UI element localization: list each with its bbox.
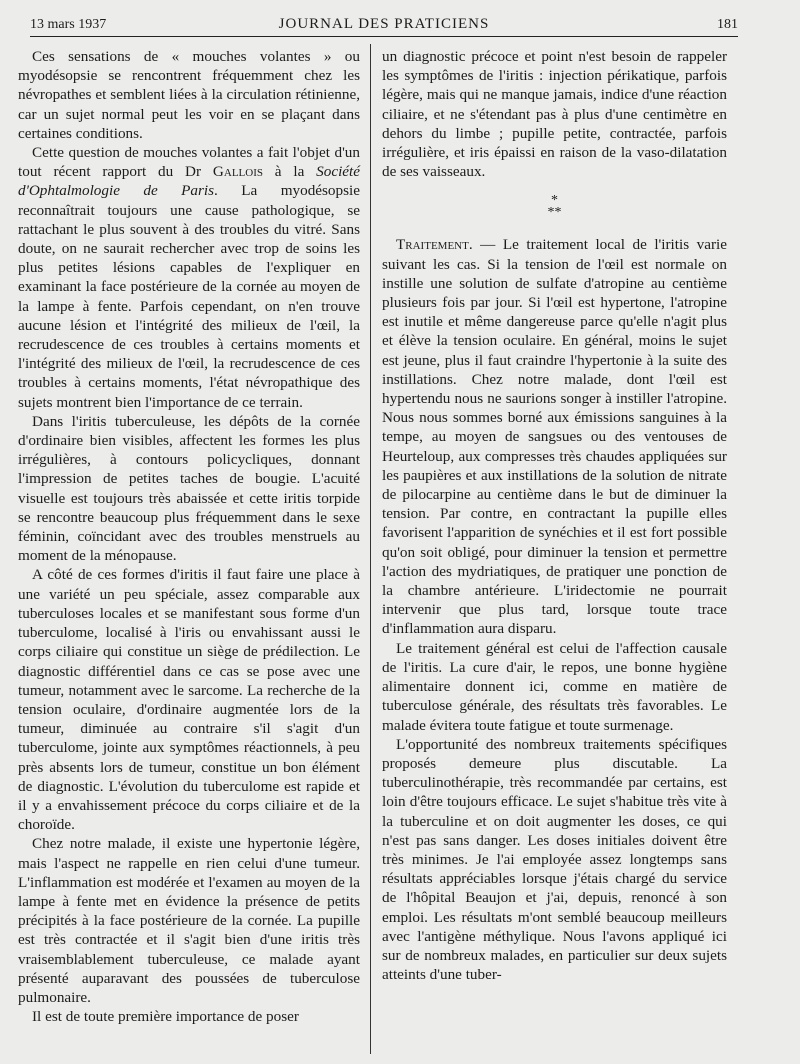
paragraph-mouches-volantes: Ces sensations de « mouches volantes » ou myodésopsie se rencontrent fréquemment chez les névropathes et semblent liées à la circulation rétinienne, car un sujet normal peut les voir en se plaçant dans certaines conditions. bbox=[18, 48, 360, 142]
section-separator bbox=[382, 195, 727, 219]
paragraph-text: . La myodésopsie reconnaîtrait toujours une cause pathologique, se rattachant le plus souvent à des troubles du vitré. Sans doute, on ne saurait rechercher avec trop de soins les plus petites lésions capables de l'expliquer en examinant la face postérieure de la cornée au moyen de la lampe à fente. Parfois cependant, on n'en trouve aucune lésion et l'intégrité des milieux de l'œil, la recrudescence de ces troubles à certains moments et l'intégrité des milieux de l'œil, la recrudescence de ces troubles à certains moments, l'état névropathique des sujets montrent bien l'importance de ce terrain. bbox=[18, 182, 360, 411]
asterism-bottom: ** bbox=[547, 205, 562, 221]
paragraph-iritis-tuberculeuse: Dans l'iritis tuberculeuse, les dépôts de la cornée d'ordinaire bien visibles, affectent les formes les plus irrégulières, à contours policycliques, donnant l'impression de petites taches de bougie. L'acuité visuelle est toujours très abaissée et cette iritis torpide se rencontre beaucoup plus fréquemment dans le sexe féminin, coïncidant avec des troubles menstruels au moment de la ménopause. bbox=[18, 412, 360, 565]
paragraph-tuberculome: A côté de ces formes d'iritis il faut faire une place à une variété un peu spéciale, assez comparable aux tuberculoses locales et se manifestant sous forme d'un tuberculome, localisé à l'iris ou envahissant aussi le corps ciliaire qui constitue un siège de prédilection. Le diagnostic différentiel dans ce cas se pose avec une tumeur, notamment avec le sarcome. La recherche de la tension oculaire, d'ordinaire augmentée lors de la tumeur, diminuée au contraire s'il s'agit d'un tuberculome, jointe aux symptômes réactionnels, à peu près absents lors de tumeur, constitue un bon élément de diagnostic. L'évolution du tuberculome est rapide et il y a envahissement précoce du corps ciliaire et de la choroïde. bbox=[18, 566, 360, 834]
paragraph-text: à la bbox=[262, 163, 317, 181]
paragraph-gallois-report bbox=[18, 143, 360, 412]
issue-date: 13 mars 1937 bbox=[30, 17, 107, 32]
page-header bbox=[30, 14, 738, 37]
paragraph-continuation: Il est de toute première importance de poser bbox=[32, 1008, 299, 1026]
page-number: 181 bbox=[717, 17, 738, 32]
society-name: Société d'Ophtalmologie de Paris bbox=[18, 163, 361, 200]
section-label: Traitement. bbox=[396, 236, 473, 254]
paragraph-traitements-specifiques: L'opportunité des nombreux traitements spécifiques proposés demeure plus discutable. La tuberculinothérapie, très recommandée par certains, est loin d'être toujours efficace. Le sujet s'habitue très vite à la tuberculine et on doit augmenter les doses, ce qui n'est pas sans danger. Les doses initiales doivent être très minimes. Je l'ai employée assez longtemps sans résultats appréciables lorsque j'étais chargé du service de l'hôpital Beaujon et j'ai, depuis, renoncé à son emploi. Les résultats m'ont semblé beaucoup meilleurs avec l'antigène méthylique. Nous l'avons appliqué ici sur de nombreux malades, en particulier sur deux sujets atteints d'une tuber- bbox=[382, 735, 727, 984]
paragraph-text: — Le traitement local de l'iritis varie suivant les cas. Si la tension de l'œil est normale on instille une solution de sulfate d'atropine au centième plusieurs fois par jour. Si l'œil est hypertone, l'atropine est inutile et même dangereuse parce qu'elle n'agit plus et élève la tension oculaire. En général, moins le sujet est jeune, plus il faut craindre l'hypertonie à la suite des instillations. Chez notre malade, dont l'œil est hypertendu nous ne saurions songer à instiller l'atropine. Nous nous sommes borné aux émissions sanguines à la tempe, au moyen de sangsues ou des ventouses de Heurteloup, aux compresses très chaudes appliquées sur les paupières et aux instillations de la solution de nitrate de pilocarpine au centième dans le but de diminuer la tension. Par contre, en contractant la pupille elles favorisent l'apparition de synéchies et il est fort possible qu'on soit obligé, pour diminuer la tension et permettre l'action des mydriatiques, de pratiquer une ponction de la chambre antérieure. L'iridectomie ne pourrait intervenir que plus tard, lorsque toute trace d'inflammation aura disparu. bbox=[382, 236, 727, 638]
asterism-top: * bbox=[551, 193, 558, 209]
author-name: Gallois bbox=[212, 163, 263, 181]
paragraph-text: Cette question de mouches volantes a fait l'objet d'un tout récent rapport du Dr bbox=[18, 144, 360, 181]
paragraph-notre-malade: Chez notre malade, il existe une hypertonie légère, mais l'aspect ne rappelle en rien celui d'une tumeur. L'inflammation est modérée et l'examen au moyen de la lampe à fente met en évidence la présence de petits précipités à la face postérieure de la cornée. La pupille est très contractée et il s'agit bien d'une iritis très vraisemblablement tuberculeuse, ce malade ayant présenté auparavant des poussées de tuberculose pulmonaire. bbox=[18, 835, 360, 1006]
left-column bbox=[18, 47, 360, 1026]
right-column bbox=[382, 47, 727, 984]
column-divider bbox=[370, 44, 371, 1054]
journal-title: JOURNAL DES PRATICIENS bbox=[278, 16, 490, 32]
paragraph-diagnostic: un diagnostic précoce et point n'est besoin de rappeler les symptômes de l'iritis : injection périkatique, parfois légère, mais qui ne manque jamais, indice d'une réaction ciliaire, et ne s'étendant pas à plus d'une centimètre en dehors du limbe ; pupille petite, contractée, parfois irrégulière, et iris épaissi en raison de la vaso-dilatation de ses vaisseaux. bbox=[382, 48, 727, 181]
paragraph-traitement bbox=[382, 235, 727, 638]
paragraph-traitement-general: Le traitement général est celui de l'affection causale de l'iritis. La cure d'air, le repos, une bonne hygiène alimentaire donnent ici, comme en matière de tuberculose générale, des résultats très favorables. Le malade évitera toute fatigue et toute surmenage. bbox=[382, 639, 727, 734]
